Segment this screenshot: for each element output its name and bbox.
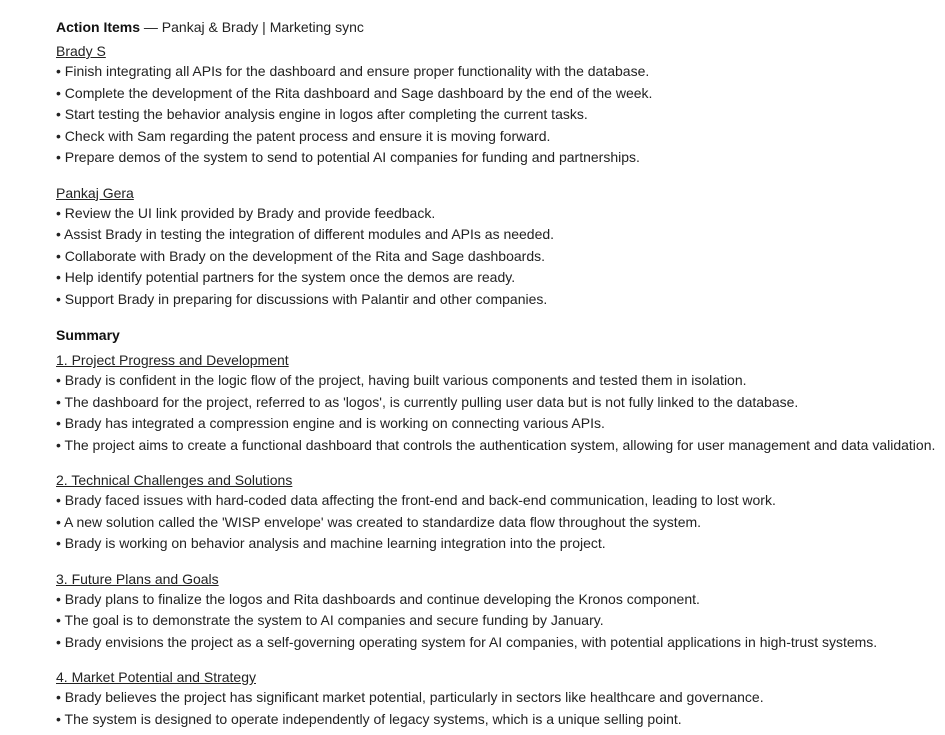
summary-item: • The dashboard for the project, referred to as 'logos', is currently pulling user data but is not fully linked to the database. <box>56 393 799 410</box>
action-item: • Complete the development of the Rita dashboard and Sage dashboard by the end of the week. <box>56 84 653 101</box>
spacer <box>56 456 945 470</box>
summary-section-heading: 2. Technical Challenges and Solutions <box>56 472 293 488</box>
action-item: • Collaborate with Brady on the development of the Rita and Sage dashboards. <box>56 247 545 264</box>
summary-item: • Brady plans to finalize the logos and Rita dashboards and continue developing the Kronos component. <box>56 590 700 607</box>
spacer <box>56 310 945 324</box>
action-item: • Assist Brady in testing the integration of different modules and APIs as needed. <box>56 226 555 242</box>
summary-item: • Brady believes the project has significant market potential, particularly in sectors like healthcare and governance. <box>56 689 764 705</box>
summary-item: • The goal is to demonstrate the system to AI companies and secure funding by January. <box>56 612 604 628</box>
action-item: • Prepare demos of the system to send to potential AI companies for funding and partnerships. <box>56 149 640 165</box>
summary-item: • The project aims to create a functional dashboard that controls the authentication system, allowing for user management and data validation. <box>56 436 936 453</box>
spacer <box>56 169 945 183</box>
action-item: • Check with Sam regarding the patent process and ensure it is moving forward. <box>56 127 551 144</box>
summary-item: • Brady envisions the project as a self-governing operating system for AI companies, with potential applications in high-trust systems. <box>56 633 878 650</box>
spacer <box>56 555 945 569</box>
summary-item: • Brady faced issues with hard-coded data affecting the front-end and back-end communication, leading to lost work. <box>56 492 776 508</box>
summary-item: • Brady is working on behavior analysis and machine learning integration into the project. <box>56 535 606 551</box>
header-separator: — <box>140 19 162 35</box>
person-heading-brady: Brady S <box>56 43 106 59</box>
action-item: • Finish integrating all APIs for the dashboard and ensure proper functionality with the database. <box>56 63 650 79</box>
summary-section-heading: 3. Future Plans and Goals <box>56 570 219 587</box>
spacer <box>56 653 945 667</box>
action-item: • Start testing the behavior analysis engine in logos after completing the current tasks. <box>56 106 588 122</box>
summary-item: • A new solution called the 'WISP envelope' was created to standardize data flow throughout the system. <box>56 513 702 530</box>
summary-section-heading: 1. Project Progress and Development <box>56 352 289 368</box>
header-title: Action Items <box>56 19 141 35</box>
document-header <box>56 17 945 37</box>
person-heading-pankaj: Pankaj Gera <box>56 184 134 201</box>
summary-item: • The system is designed to operate independently of legacy systems, which is a unique selling point. <box>56 710 682 727</box>
action-item: • Review the UI link provided by Brady and provide feedback. <box>56 204 436 221</box>
summary-item: • Brady has integrated a compression engine and is working on connecting various APIs. <box>56 415 605 431</box>
summary-item: • Brady is confident in the logic flow of the project, having built various components and tested them in isolation. <box>56 372 747 388</box>
summary-section-heading: 4. Market Potential and Strategy <box>56 669 256 685</box>
meeting-notes-document <box>56 17 945 730</box>
action-item: • Help identify potential partners for the system once the demos are ready. <box>56 269 516 285</box>
header-subtitle: Pankaj & Brady | Marketing sync <box>161 19 364 35</box>
summary-title: Summary <box>56 327 120 343</box>
action-item: • Support Brady in preparing for discussions with Palantir and other companies. <box>56 290 548 307</box>
